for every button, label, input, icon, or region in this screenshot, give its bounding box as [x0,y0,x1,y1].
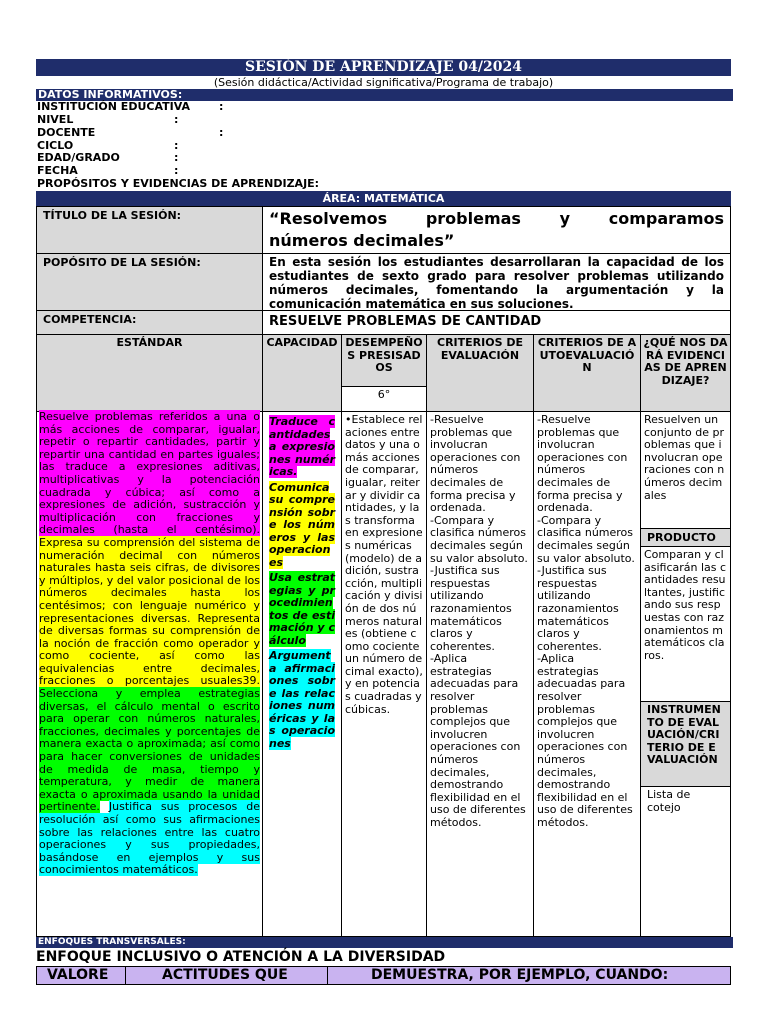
titulo-cell [262,206,731,254]
instrumento-label: INSTRUMENTO DE EVALUACIÓN/CRITERIO DE EVALUACIÓN [641,701,730,787]
estandar-p3: Selecciona y emplea estrategias diversas, el cálculo mental o escrito para operar con números naturales, fracciones, decimales y porcentajes de manera exacta o aproximada; así como para hacer conversiones de unidades de medida de masa, tiempo y temperatura, y medir de manera exacta o aproximada usando la unidad pertinente. [39,687,260,814]
capacidad-4: Argumenta afirmaciones sobre las relaciones numéricas y las operaciones [269,649,335,750]
capacidad-3: Usa estrategias y procedimientos de estimación y cálculo [269,571,335,647]
competencia-text: RESUELVE PROBLEMAS DE CANTIDAD [262,310,731,335]
propositos-label: PROPÓSITOS Y EVIDENCIAS DE APRENDIZAJE: [37,177,320,190]
institucion-label: INSTITUCIÓN EDUCATIVA [37,100,190,113]
titulo-label: TÍTULO DE LA SESIÓN: [43,209,182,222]
competencia-label-cell [36,310,263,335]
fecha-colon: : [174,164,179,177]
evidencia-cell [640,411,731,937]
desempeno-cell: •Establece relaciones entre datos y una o más acciones de comparar, igualar, reiterar y dividir cantidades, y las transforma en expresiones numéricas (modelo) de adición, sustracción, multiplicación y división de dos números naturales (obtiene como cociente un número decimal exacto), y en potencias cuadradas y cúbicas. [341,411,427,937]
capacidades-cell [262,411,342,937]
edad-grado-label: EDAD/GRADO [37,151,120,164]
proposito-label-cell [36,253,263,311]
actitudes-header: ACTITUDES QUE [162,967,288,983]
criterios-eval-cell: -Resuelve problemas que involucran operaciones con números decimales de forma precisa y ordenada. -Compara y clasifica números decimales según su valor absoluto. -Justifica sus respuestas utilizando razonamientos matemáticos claros y coherentes. -Aplica estrategias adecuadas para resolver problemas complejos que involucren operaciones con números decimales, demostrando flexibilidad en el uso de diferentes métodos. [426,411,534,937]
nivel-label: NIVEL [37,113,74,126]
enfoque-title: ENFOQUE INCLUSIVO O ATENCIÓN A LA DIVERSIDAD [36,949,446,965]
page-subtitle: (Sesión didáctica/Actividad significativa/Programa de trabajo) [213,76,554,89]
docente-label: DOCENTE [37,126,96,139]
actitudes-divider [327,967,328,984]
capacidad-1: Traduce cantidades a expresiones numéricas. [269,415,335,478]
docente-colon: : [219,126,224,139]
nivel-colon: : [174,113,179,126]
titulo-label-cell [36,206,263,254]
estandar-p2: Expresa su comprensión del sistema de numeración decimal con números naturales hasta seis cifras, de divisores y múltiplos, y del valor posicional de los números decimales hasta los centésimos; con lenguaje numérico y representaciones diversas. Representa de diversas formas su comprensión de la noción de fracción como operador y como cociente, así como las equivalencias entre decimales, fracciones o porcentajes usuales39. [39,535,260,688]
ciclo-label: CICLO [37,139,74,152]
estandar-p4: Justifica sus procesos de resolución así como sus afirmaciones sobre las relaciones entre las cuatro operaciones y sus propiedades, basándose en ejemplos y sus conocimientos matemáticos. [39,800,260,877]
demuestra-header: DEMUESTRA, POR EJEMPLO, CUANDO: [371,967,669,983]
grado-cell: 6° [341,386,427,412]
proposito-label: POPÓSITO DE LA SESIÓN: [43,256,201,269]
fecha-label: FECHA [37,164,78,177]
proposito-text: En esta sesión los estudiantes desarrollaran la capacidad de los estudiantes de sexto grado para resolver problemas utilizando números decimales, fomentando la argumentación y la comunicación matemática en sus soluciones. [262,253,731,311]
producto-label: PRODUCTO [641,528,730,547]
estandar-cell [36,411,263,937]
valores-header-row [36,966,731,985]
area-bar: ÁREA: MATEMÁTICA [36,191,731,206]
valores-header: VALORE [47,967,109,983]
estandar-header: ESTÁNDAR [36,334,263,412]
capacidad-header: CAPACIDAD [262,334,342,412]
institucion-colon: : [219,100,224,113]
titulo-line-2: números decimales” [269,231,455,250]
enfoques-label: ENFOQUES TRANSVERSALES: [36,937,733,948]
producto-text: Comparan y clasificarán las cantidades resultantes, justificando sus respuestas con razonamientos matemáticos claros. [644,548,727,662]
criterios-auto-cell: -Resuelve problemas que involucran operaciones con números decimales de forma precisa y ordenada. -Compara y clasifica números decimales según su valor absoluto. -Justifica sus respuestas utilizando razonamientos matemáticos claros y coherentes. -Aplica estrategias adecuadas para resolver problemas complejos que involucren operaciones con números decimales, demostrando flexibilidad en el uso de diferentes métodos. [533,411,641,937]
capacidad-2: Comunica su comprensión sobre los números y las operaciones [269,480,335,569]
evidencia-texto: Resuelven un conjunto de problemas que involucran operaciones con números decimales [644,413,725,502]
desempenos-header: DESEMPEÑOS PRESISADOS [341,334,427,387]
ciclo-colon: : [174,139,179,152]
instrumento-text: Lista de cotejo [647,788,691,814]
valores-divider [125,967,126,984]
competencia-label: COMPETENCIA: [43,313,137,326]
datos-informativos-label: DATOS INFORMATIVOS: [36,89,733,101]
estandar-p1: Resuelve problemas referidos a una o más acciones de comparar, igualar, repetir o repartir cantidades, partir y repartir una cantidad en partes iguales; las traduce a expresiones aditivas, multiplicativas y la potenciación cuadrada y cúbica; así como a expresiones de adición, sustracción y multiplicación con fracciones y decimales (hasta el centésimo). [39,410,260,537]
criterios-eval-header: CRITERIOS DE EVALUACIÓN [426,334,534,412]
edad-grado-colon: : [174,151,179,164]
page-title: SESIÓN DE APRENDIZAJE 04/2024 [36,59,731,76]
evidencia-header: ¿QUÉ NOS DARÁ EVIDENCIAS DE APRENDIZAJE? [640,334,731,412]
criterios-auto-header: CRITERIOS DE AUTOEVALUACIÓN [533,334,641,412]
titulo-line-1: “Resolvemos problemas y comparamos [269,209,724,228]
